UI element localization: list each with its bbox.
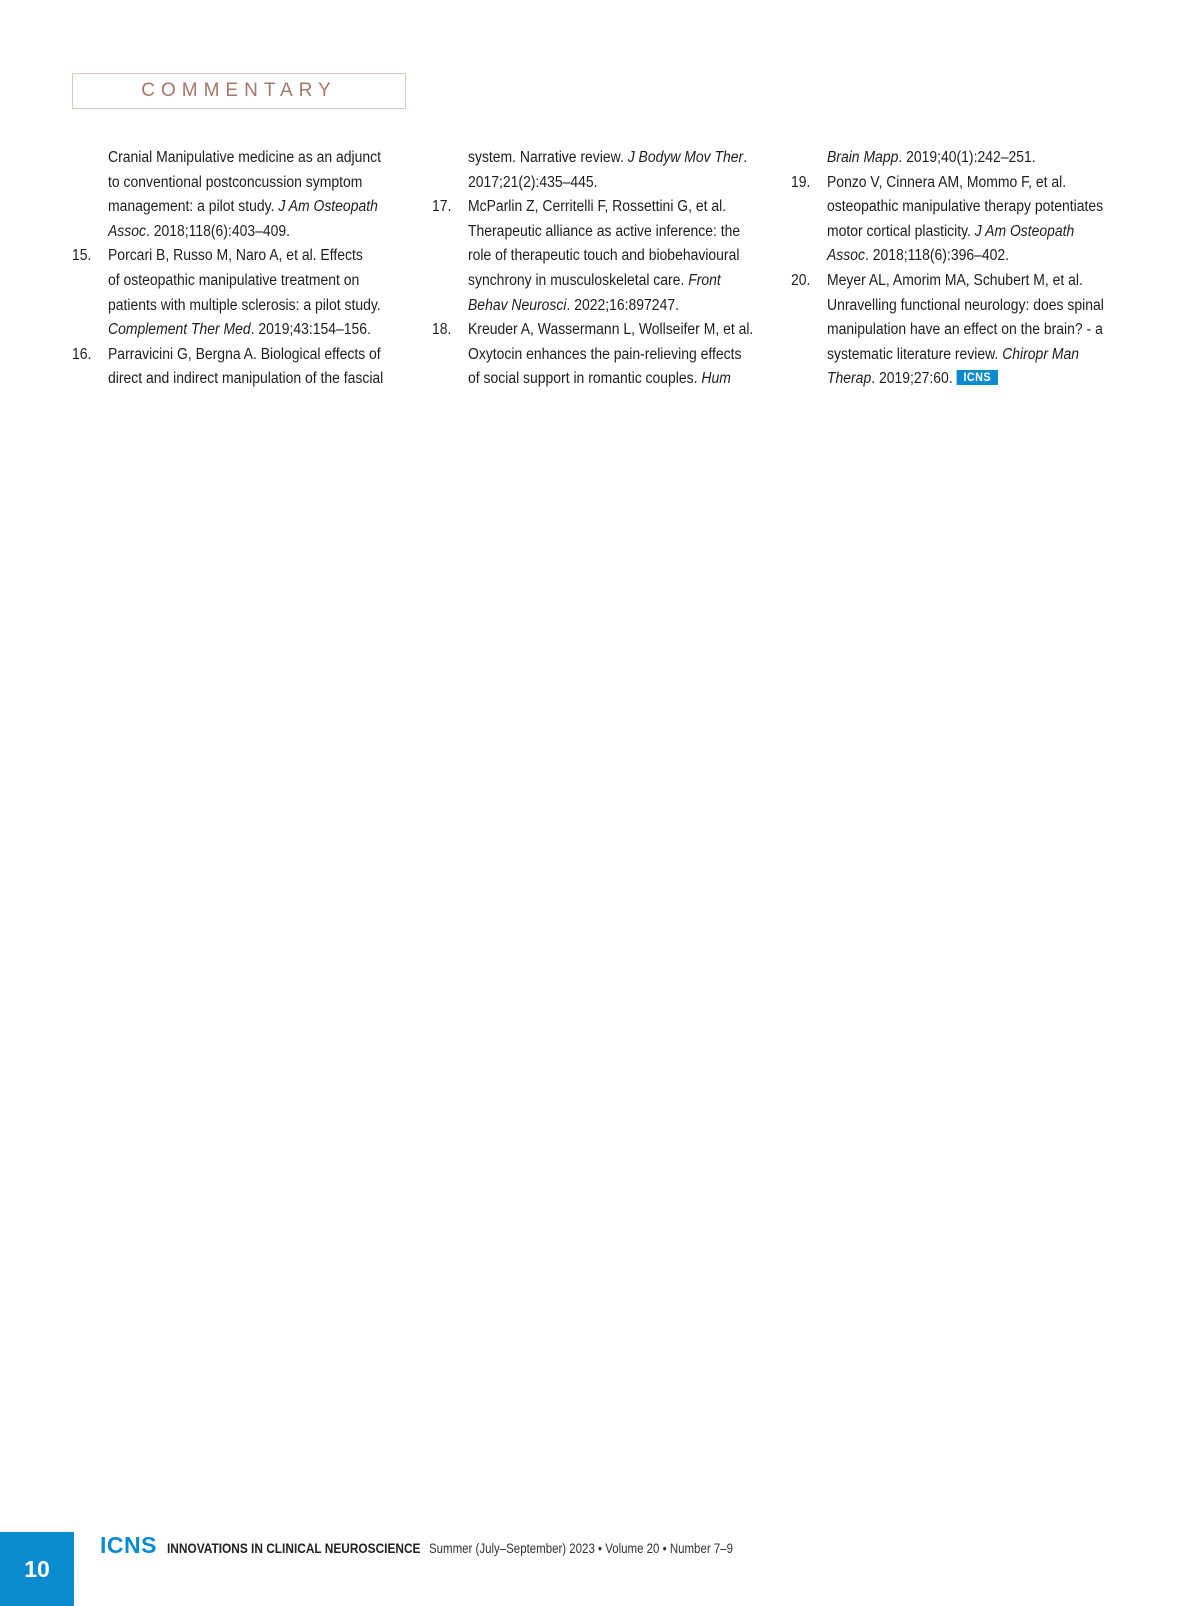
reference-number: 16.	[72, 345, 92, 363]
reference-fragment: patients with multiple sclerosis: a pilot study.	[108, 296, 381, 314]
reference-fragment: . 2018;118(6):403–409.	[145, 222, 291, 240]
reference-fragment: Unravelling functional neurology: does spinal	[827, 296, 1104, 314]
reference-text	[468, 244, 739, 269]
reference-fragment: system. Narrative review.	[468, 149, 628, 166]
reference-fragment: synchrony in musculoskeletal care.	[468, 271, 689, 289]
reference-text	[468, 367, 731, 392]
reference-number: 15.	[72, 247, 92, 265]
reference-number: 17.	[432, 198, 452, 216]
reference-fragment: Porcari B, Russo M, Naro A, et al. Effects	[108, 247, 363, 265]
reference-text	[468, 220, 740, 245]
reference-text	[827, 367, 998, 392]
reference-text	[108, 171, 362, 196]
reference-text	[827, 343, 1079, 368]
reference-text	[108, 269, 359, 294]
journal-name: J Bodyw Mov Ther	[627, 149, 744, 166]
reference-text	[468, 343, 741, 368]
reference-fragment: . 2022;16:897247.	[566, 296, 679, 314]
journal-name: Therap	[827, 370, 872, 388]
reference-text	[468, 294, 679, 319]
reference-fragment: . 2019;43:154–156.	[250, 321, 371, 339]
reference-fragment: of osteopathic manipulative treatment on	[108, 271, 360, 289]
reference-fragment: Cranial Manipulative medicine as an adjunct	[108, 149, 381, 166]
reference-text	[108, 294, 381, 319]
reference-fragment: 2017;21(2):435–445.	[468, 173, 598, 191]
reference-text	[827, 244, 1009, 269]
reference-fragment: . 2018;118(6):396–402.	[864, 247, 1010, 265]
journal-name: J Am Osteopath	[278, 198, 378, 216]
reference-text	[108, 146, 381, 171]
reference-fragment: Ponzo V, Cinnera AM, Mommo F, et al.	[827, 173, 1067, 191]
reference-number: 20.	[791, 271, 811, 289]
footer	[100, 1532, 787, 1560]
journal-name: J Am Osteopath	[974, 222, 1075, 240]
journal-logo: ICNS	[100, 1532, 157, 1558]
reference-text	[108, 244, 363, 269]
reference-text	[468, 171, 598, 196]
reference-text	[827, 318, 1103, 343]
reference-text	[108, 367, 383, 392]
reference-fragment: to conventional postconcussion symptom	[108, 173, 363, 191]
reference-fragment: McParlin Z, Cerritelli F, Rossettini G, et al.	[468, 198, 727, 216]
reference-fragment: motor cortical plasticity.	[827, 222, 975, 240]
reference-fragment: Therapeutic alliance as active inference: the	[468, 222, 741, 240]
reference-fragment: management: a pilot study.	[108, 198, 279, 216]
reference-text	[827, 220, 1074, 245]
journal-name: Front	[688, 271, 721, 289]
journal-name: Complement Ther Med	[108, 321, 251, 339]
journal-name: Assoc	[108, 222, 146, 240]
journal-name: Chiropr Man	[1002, 345, 1079, 363]
reference-text	[827, 269, 1083, 294]
reference-text	[827, 171, 1066, 196]
reference-fragment: .	[743, 149, 748, 166]
journal-title: INNOVATIONS IN CLINICAL NEUROSCIENCE	[166, 1541, 421, 1556]
section-label: COMMENTARY	[72, 73, 406, 109]
reference-text	[827, 294, 1104, 319]
reference-text	[108, 343, 381, 368]
reference-number: 19.	[791, 173, 811, 191]
reference-fragment: Meyer AL, Amorim MA, Schubert M, et al.	[827, 271, 1083, 289]
icns-badge: ICNS	[956, 370, 998, 385]
reference-text	[468, 146, 747, 171]
reference-text	[468, 195, 726, 220]
journal-name: Hum	[701, 370, 731, 388]
reference-fragment: Kreuder A, Wassermann L, Wollseifer M, et al.	[468, 321, 754, 339]
reference-fragment: . 2019;40(1):242–251.	[898, 149, 1036, 166]
reference-number: 18.	[432, 321, 452, 339]
reference-fragment: of social support in romantic couples.	[468, 370, 702, 388]
reference-fragment: direct and indirect manipulation of the fascial	[108, 370, 384, 388]
reference-text	[108, 318, 371, 343]
reference-fragment: systematic literature review.	[827, 345, 1003, 363]
reference-text	[468, 269, 721, 294]
page-number: 10	[0, 1532, 74, 1606]
reference-fragment: manipulation have an effect on the brain? - a	[827, 321, 1103, 339]
journal-name: Assoc	[827, 247, 865, 265]
reference-fragment: osteopathic manipulative therapy potentiates	[827, 198, 1104, 216]
reference-fragment: . 2019;27:60.	[871, 370, 953, 388]
issue-info: Summer (July–September) 2023 • Volume 20 • Number 7–9	[428, 1541, 733, 1556]
reference-fragment: role of therapeutic touch and biobehavioural	[468, 247, 740, 265]
reference-fragment: Oxytocin enhances the pain-relieving effects	[468, 345, 742, 363]
reference-text	[827, 146, 1036, 171]
reference-text	[108, 195, 378, 220]
reference-text	[827, 195, 1103, 220]
journal-name: Behav Neurosci	[468, 296, 567, 314]
reference-text	[468, 318, 753, 343]
reference-text	[108, 220, 290, 245]
journal-name: Brain Mapp	[827, 149, 899, 166]
reference-fragment: Parravicini G, Bergna A. Biological effects of	[108, 345, 381, 363]
